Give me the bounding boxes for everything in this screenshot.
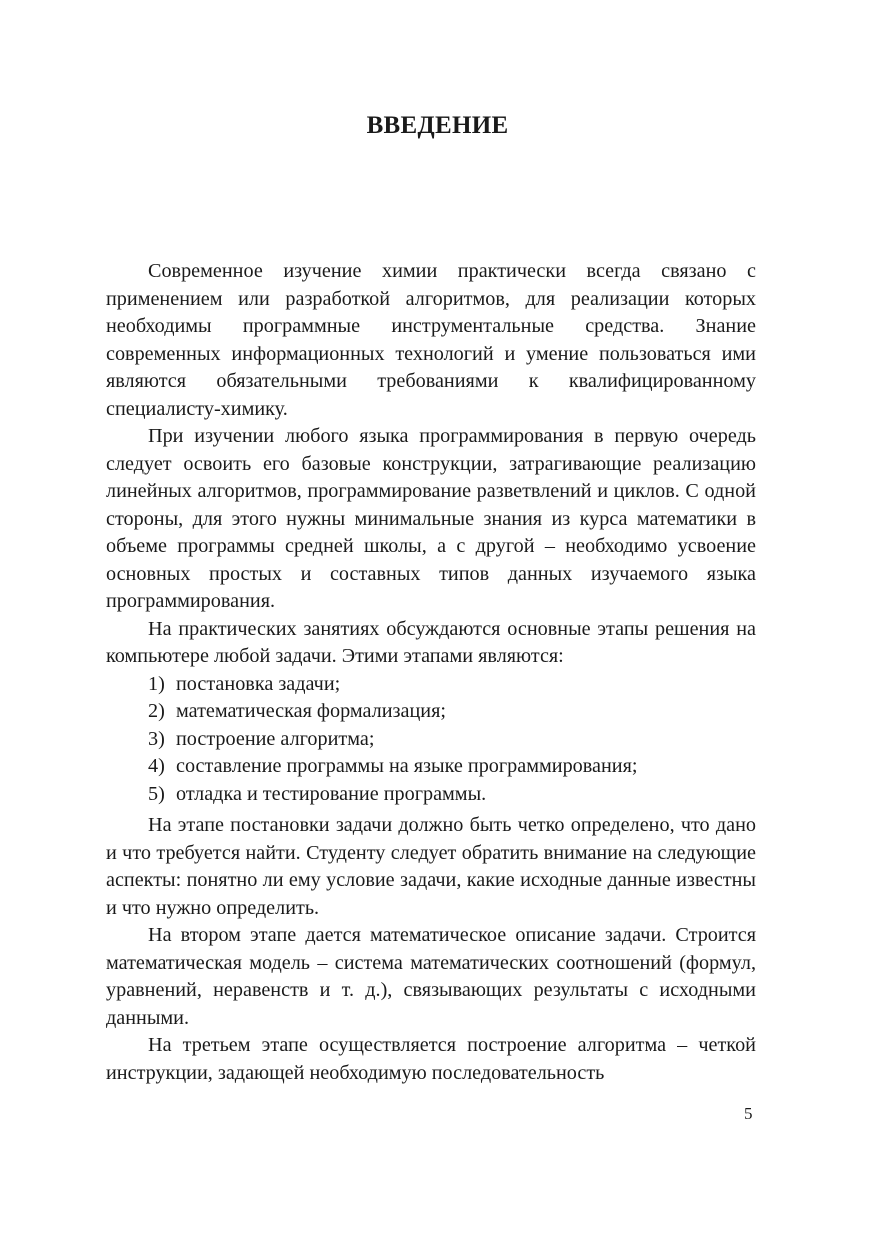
paragraph: При изучении любого языка программирования в первую очередь следует освоить его базовые конструкции, затрагивающие реализацию линейных алгоритмов, программирование разветвлений и циклов. С одной стороны, для этого нужны минимальные знания из курса математики в объеме программы средней школы, а с другой – необходимо усвоение основных простых и составных типов данных изучаемого языка программирования. xyxy=(106,425,756,612)
list-item-number: 1) xyxy=(148,672,165,695)
paragraph: Современное изучение химии практически всегда связано с применением или разработкой алгоритмов, для реализации которых необходимы программные инструментальные средства. Знание современных информационных технологий и умение пользоваться ими являются обязательными требованиями к квалифицированному специалисту-химику. xyxy=(106,260,756,420)
list-item-number: 3) xyxy=(148,727,165,750)
paragraph: На этапе постановки задачи должно быть четко определено, что дано и что требуется найти. Студенту следует обратить внимание на следующие аспекты: понятно ли ему условие задачи, какие исходные данные известны и что нужно определить. xyxy=(106,814,756,919)
list-item xyxy=(106,781,756,809)
list-item-number: 5) xyxy=(148,782,165,805)
list-item xyxy=(106,753,756,781)
list-item-number: 2) xyxy=(148,700,165,722)
body-text xyxy=(106,258,756,1087)
list-item xyxy=(106,698,756,726)
stages-list xyxy=(106,671,756,809)
list-item xyxy=(106,671,756,699)
list-item xyxy=(106,726,756,754)
paragraph: На третьем этапе осуществляется построение алгоритма – четкой инструкции, задающей необходимую последовательность xyxy=(106,1034,756,1084)
list-item-number: 4) xyxy=(148,755,165,777)
list-item-text: составление программы на языке программирования; xyxy=(176,755,638,777)
list-item-text: постановка задачи; xyxy=(176,672,341,695)
page-number: 5 xyxy=(744,1104,753,1123)
list-item-text: математическая формализация; xyxy=(176,700,446,722)
list-item-text: отладка и тестирование программы. xyxy=(176,782,487,805)
page-title: ВВЕДЕНИЕ xyxy=(366,112,509,139)
paragraph: На практических занятиях обсуждаются основные этапы решения на компьютере любой задачи. Этими этапами являются: xyxy=(106,617,756,667)
list-item-text: построение алгоритма; xyxy=(176,727,375,750)
paragraph: На втором этапе дается математическое описание задачи. Строится математическая модель – система математических соотношений (формул, уравнений, неравенств и т. д.), связывающих результаты с исходными данными. xyxy=(106,924,756,1029)
